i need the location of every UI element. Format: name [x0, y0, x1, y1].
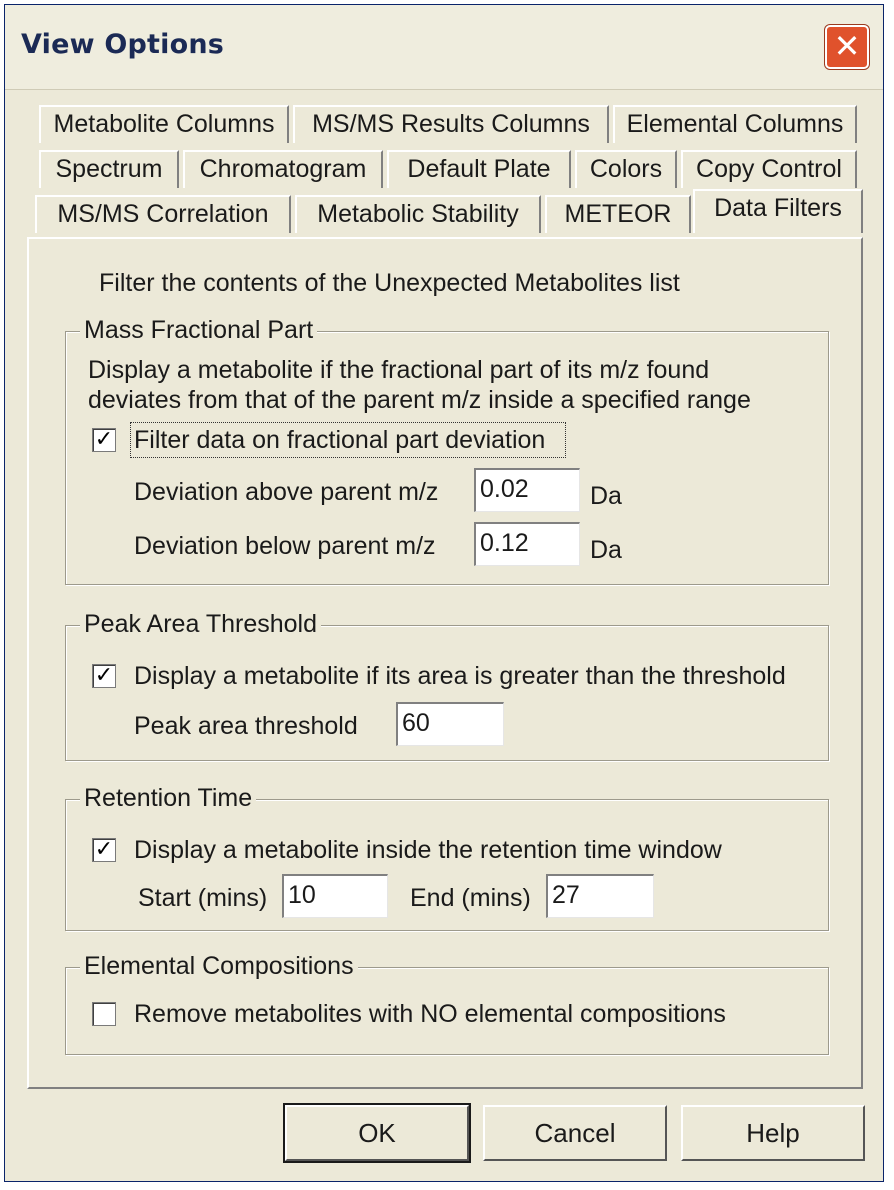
fractional-filter-checkbox[interactable]: ✓ [92, 428, 116, 452]
deviation-above-label: Deviation above parent m/z [134, 478, 439, 506]
peak-area-checkbox-label[interactable]: Display a metabolite if its area is greater than the threshold [134, 662, 786, 690]
tab-chromatogram[interactable]: Chromatogram [183, 150, 383, 188]
fractional-filter-label[interactable]: Filter data on fractional part deviation [134, 426, 546, 454]
retention-time-checkbox-label[interactable]: Display a metabolite inside the retention time window [134, 836, 722, 864]
end-mins-input[interactable]: 27 [546, 874, 654, 918]
tab-default-plate[interactable]: Default Plate [387, 150, 571, 188]
cancel-button[interactable]: Cancel [483, 1105, 667, 1161]
mass-fractional-description-2: deviates from that of the parent m/z inside a specified range [88, 386, 751, 414]
tab-metabolite-columns[interactable]: Metabolite Columns [39, 105, 289, 143]
tab-msms-results-columns[interactable]: MS/MS Results Columns [293, 105, 609, 143]
tab-copy-control[interactable]: Copy Control [681, 150, 857, 188]
ok-button[interactable]: OK [285, 1105, 469, 1161]
mass-fractional-legend: Mass Fractional Part [80, 316, 317, 345]
peak-area-group [65, 610, 829, 761]
remove-no-elemental-checkbox[interactable] [92, 1002, 116, 1026]
close-icon[interactable]: ✕ [825, 25, 869, 69]
retention-time-group [65, 784, 829, 931]
tab-msms-correlation[interactable]: MS/MS Correlation [35, 195, 291, 233]
tab-elemental-columns[interactable]: Elemental Columns [613, 105, 857, 143]
view-options-dialog [4, 4, 884, 1182]
deviation-below-label: Deviation below parent m/z [134, 532, 436, 560]
deviation-below-unit: Da [590, 536, 622, 564]
intro-text: Filter the contents of the Unexpected Metabolites list [99, 269, 680, 297]
elemental-compositions-legend: Elemental Compositions [80, 952, 358, 981]
start-mins-label: Start (mins) [138, 884, 268, 912]
tab-data-filters[interactable]: Data Filters [693, 189, 863, 233]
deviation-above-input[interactable]: 0.02 [474, 468, 580, 512]
window-title: View Options [21, 29, 225, 60]
retention-time-legend: Retention Time [80, 784, 256, 813]
tab-spectrum[interactable]: Spectrum [39, 150, 179, 188]
help-button[interactable]: Help [681, 1105, 865, 1161]
tab-meteor[interactable]: METEOR [545, 195, 691, 233]
elemental-compositions-group [65, 952, 829, 1055]
tab-metabolic-stability[interactable]: Metabolic Stability [295, 195, 541, 233]
retention-time-checkbox[interactable]: ✓ [92, 838, 116, 862]
peak-area-legend: Peak Area Threshold [80, 610, 321, 639]
end-mins-label: End (mins) [410, 884, 531, 912]
deviation-above-unit: Da [590, 482, 622, 510]
remove-no-elemental-label[interactable]: Remove metabolites with NO elemental compositions [134, 1000, 726, 1028]
mass-fractional-group [65, 316, 829, 585]
mass-fractional-description-1: Display a metabolite if the fractional part of its m/z found [88, 356, 710, 384]
peak-area-checkbox[interactable]: ✓ [92, 664, 116, 688]
tab-colors[interactable]: Colors [575, 150, 677, 188]
start-mins-input[interactable]: 10 [282, 874, 388, 918]
peak-area-threshold-label: Peak area threshold [134, 712, 358, 740]
title-bar[interactable] [5, 5, 883, 90]
peak-area-threshold-input[interactable]: 60 [396, 702, 504, 746]
data-filters-panel [27, 237, 863, 1089]
deviation-below-input[interactable]: 0.12 [474, 522, 580, 566]
